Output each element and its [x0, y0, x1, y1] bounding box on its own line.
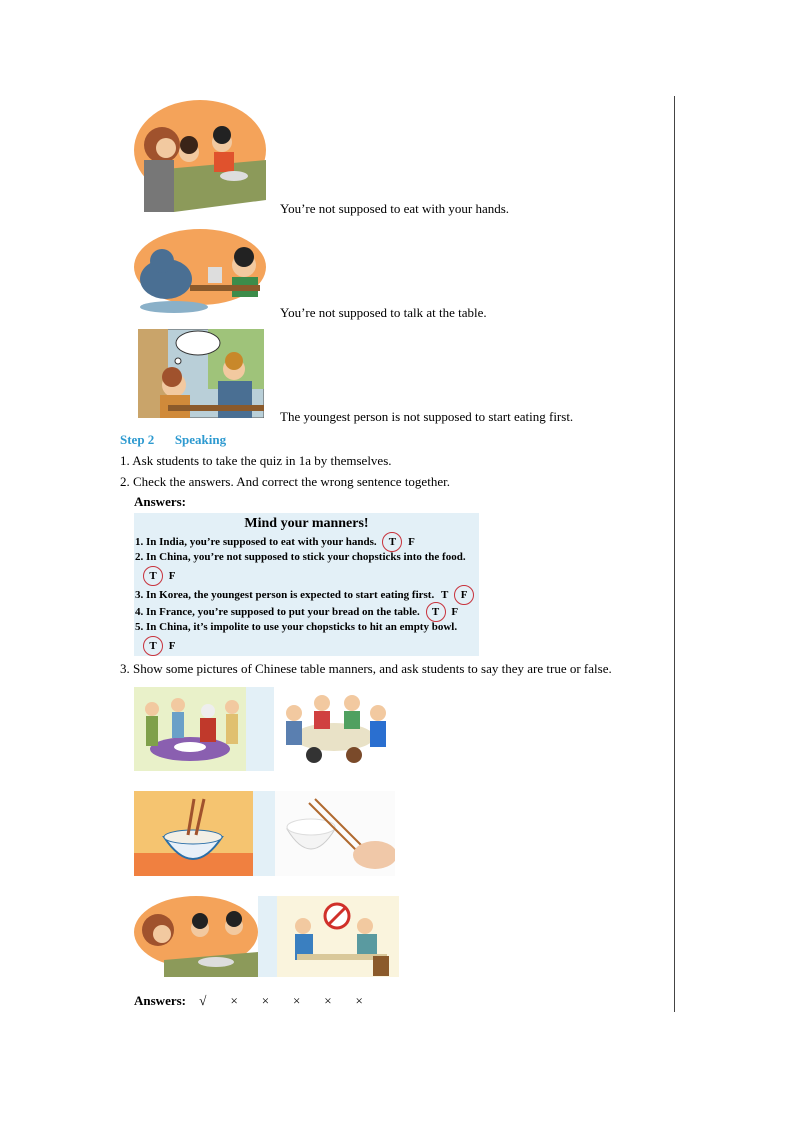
answer-circle: T [426, 602, 446, 622]
family-meal-illustration [134, 896, 258, 977]
answer-mark: × [261, 993, 270, 1008]
quiz-line-5 [135, 621, 457, 633]
quiz-line-2 [135, 551, 466, 563]
quiz-line-text: 2. In China, you’re not supposed to stick your chopsticks into the food. [135, 551, 466, 563]
quiz-line-text: 3. In Korea, the youngest person is expected to start eating first. [135, 589, 435, 601]
picture-divider [253, 791, 275, 876]
answer-mark: × [355, 993, 363, 1008]
answer-option: F [451, 606, 459, 618]
picture-divider [258, 896, 277, 977]
boy-talking-illustration [134, 227, 266, 315]
answer-circle: F [454, 585, 474, 605]
family-eating-illustration [134, 100, 266, 212]
group-dinner-illustration [274, 687, 395, 771]
quiz-line-2-answer [140, 566, 175, 586]
final-answers-label: Answers: [134, 993, 186, 1008]
instruction-3: 3. Show some pictures of Chinese table manners, and ask students to say they are true or false. [120, 661, 612, 676]
step-heading [120, 432, 226, 448]
answer-circle: T [382, 532, 402, 552]
answer-option: F [408, 536, 415, 548]
no-smoking-table-illustration [277, 896, 399, 977]
picture-divider [246, 687, 274, 771]
answer-mark: × [293, 993, 301, 1008]
quiz-line-5-answer [140, 636, 175, 656]
instruction-2: 2. Check the answers. And correct the wrong sentence together. [120, 474, 450, 489]
answers-label: Answers: [134, 494, 186, 509]
rice-bowl-chopsticks-photo [275, 791, 395, 876]
caption-3: The youngest person is not supposed to start eating first. [280, 409, 574, 424]
caption-1: You’re not supposed to eat with your hands. [280, 201, 510, 216]
answer-mark: × [230, 993, 238, 1008]
answer-option: F [168, 570, 176, 582]
quiz-box [134, 513, 479, 656]
quiz-line-1 [135, 532, 415, 552]
instruction-1: 1. Ask students to take the quiz in 1a by themselves. [120, 453, 392, 468]
step-title: Speaking [174, 432, 227, 447]
quiz-line-4 [135, 602, 458, 622]
answer-mark: × [324, 993, 332, 1008]
quiz-line-text: 5. In China, it’s impolite to use your chopsticks to hit an empty bowl. [135, 621, 458, 633]
step-label: Step 2 [120, 432, 155, 447]
caption-2: You’re not supposed to talk at the table. [280, 305, 487, 320]
answer-mark: √ [199, 993, 207, 1008]
page-margin-line [674, 96, 675, 1012]
answer-circle: T [143, 566, 163, 586]
final-answers [134, 993, 384, 1009]
round-table-guests-illustration [134, 687, 246, 771]
chopsticks-in-rice-illustration [134, 791, 253, 876]
quiz-line-text: 4. In France, you’re supposed to put your bread on the table. [135, 606, 420, 618]
answer-option: T [440, 589, 449, 601]
answer-option: F [168, 640, 176, 652]
answer-circle: T [143, 636, 163, 656]
boy-eating-first-illustration [138, 329, 264, 418]
quiz-line-text: 1. In India, you’re supposed to eat with your hands. [135, 536, 377, 548]
quiz-title: Mind your manners! [244, 516, 369, 531]
